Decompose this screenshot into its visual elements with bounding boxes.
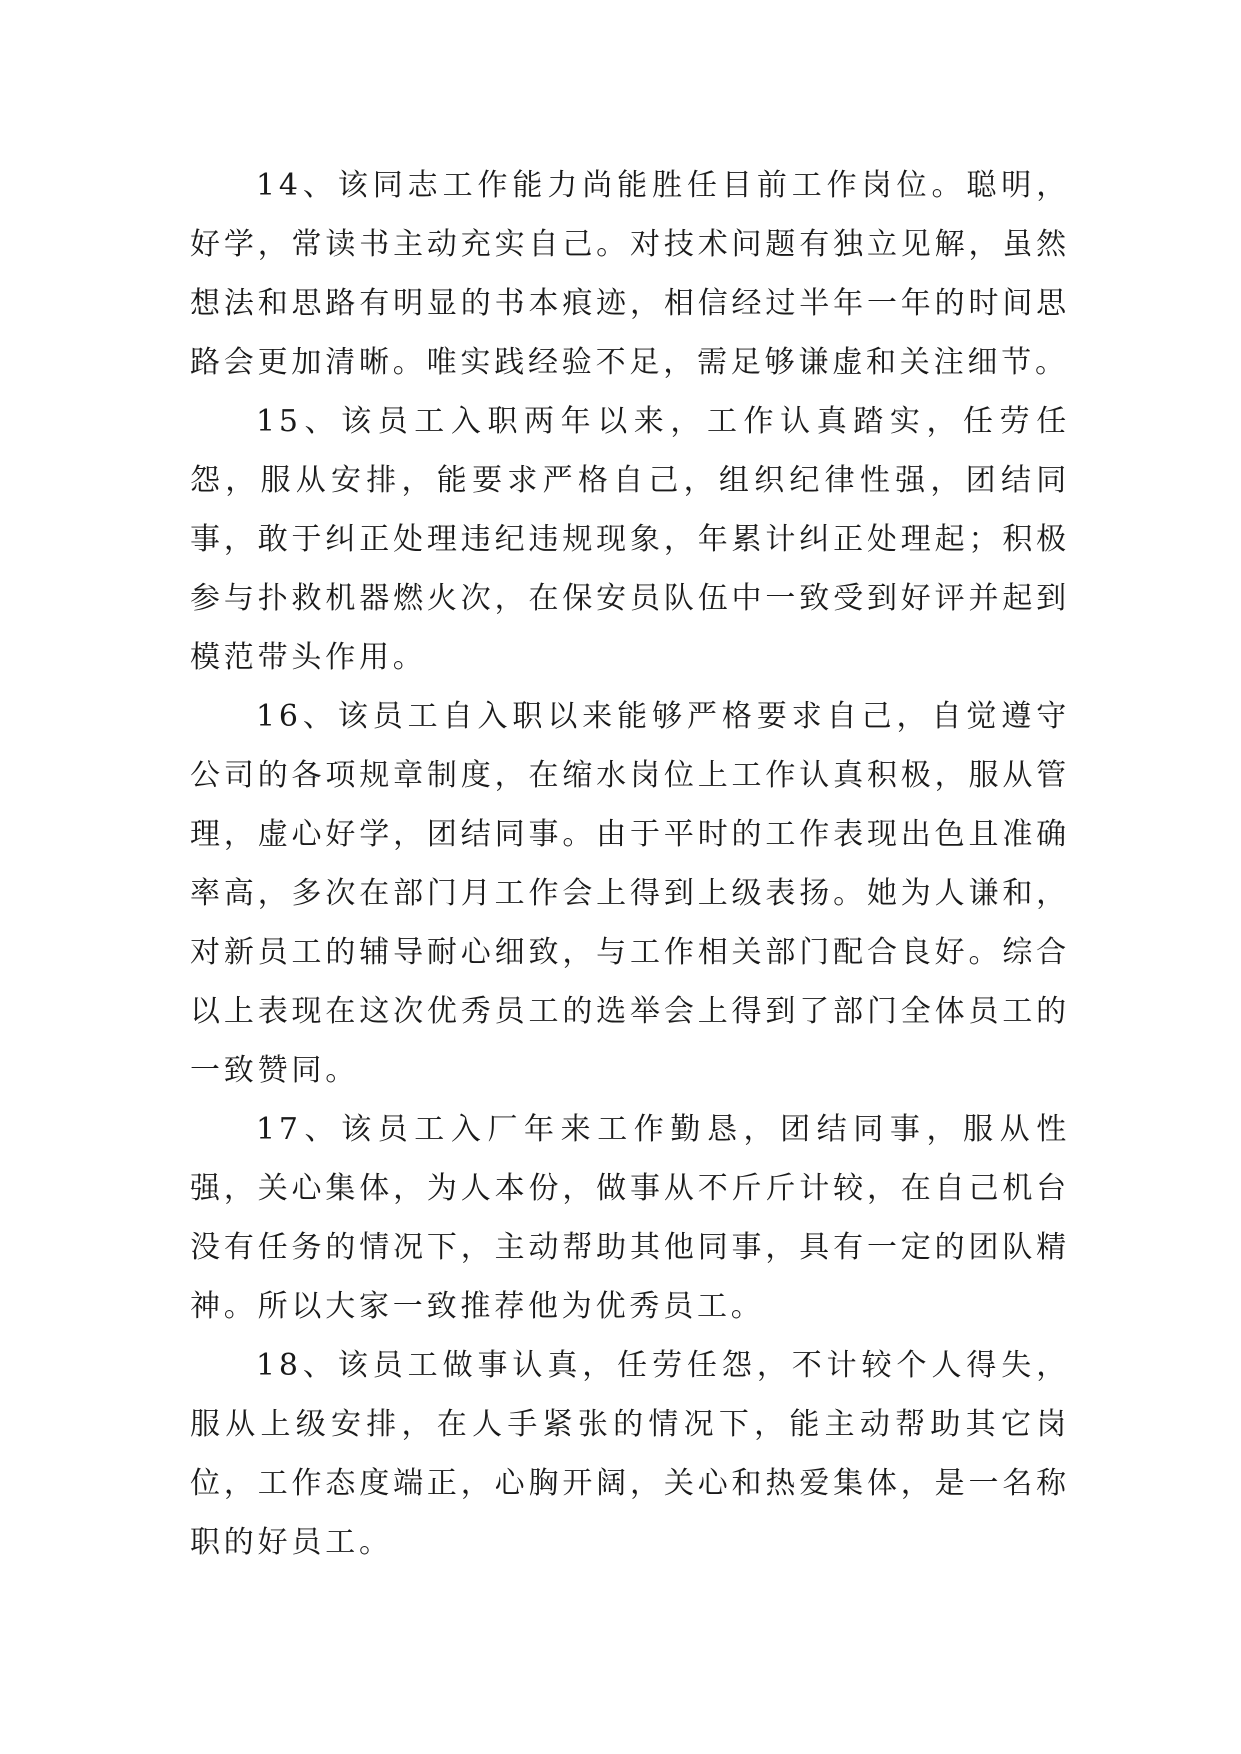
document-page [190, 156, 1070, 1572]
paragraph-18: 18、该员工做事认真，任劳任怨，不计较个人得失，服从上级安排，在人手紧张的情况下，能主动帮助其它岗位，工作态度端正，心胸开阔，关心和热爱集体，是一名称职的好员工。 [190, 1348, 1070, 1560]
paragraph-14: 14、该同志工作能力尚能胜任目前工作岗位。聪明，好学，常读书主动充实自己。对技术问题有独立见解，虽然想法和思路有明显的书本痕迹，相信经过半年一年的时间思路会更加清晰。唯实践经验不足，需足够谦虚和关注细节。 [190, 168, 1070, 380]
paragraph-16: 16、该员工自入职以来能够严格要求自己，自觉遵守公司的各项规章制度，在缩水岗位上工作认真积极，服从管理，虚心好学，团结同事。由于平时的工作表现出色且准确率高，多次在部门月工作会上得到上级表扬。她为人谦和，对新员工的辅导耐心细致，与工作相关部门配合良好。综合以上表现在这次优秀员工的选举会上得到了部门全体员工的一致赞同。 [190, 699, 1070, 1088]
paragraph-17: 17、该员工入厂年来工作勤恳，团结同事，服从性强，关心集体，为人本份，做事从不斤斤计较，在自己机台没有任务的情况下，主动帮助其他同事，具有一定的团队精神。所以大家一致推荐他为优秀员工。 [190, 1112, 1070, 1324]
paragraph-15: 15、该员工入职两年以来，工作认真踏实，任劳任怨，服从安排，能要求严格自己，组织纪律性强，团结同事，敢于纠正处理违纪违规现象，年累计纠正处理起；积极参与扑救机器燃火次，在保安员队伍中一致受到好评并起到模范带头作用。 [190, 404, 1070, 675]
